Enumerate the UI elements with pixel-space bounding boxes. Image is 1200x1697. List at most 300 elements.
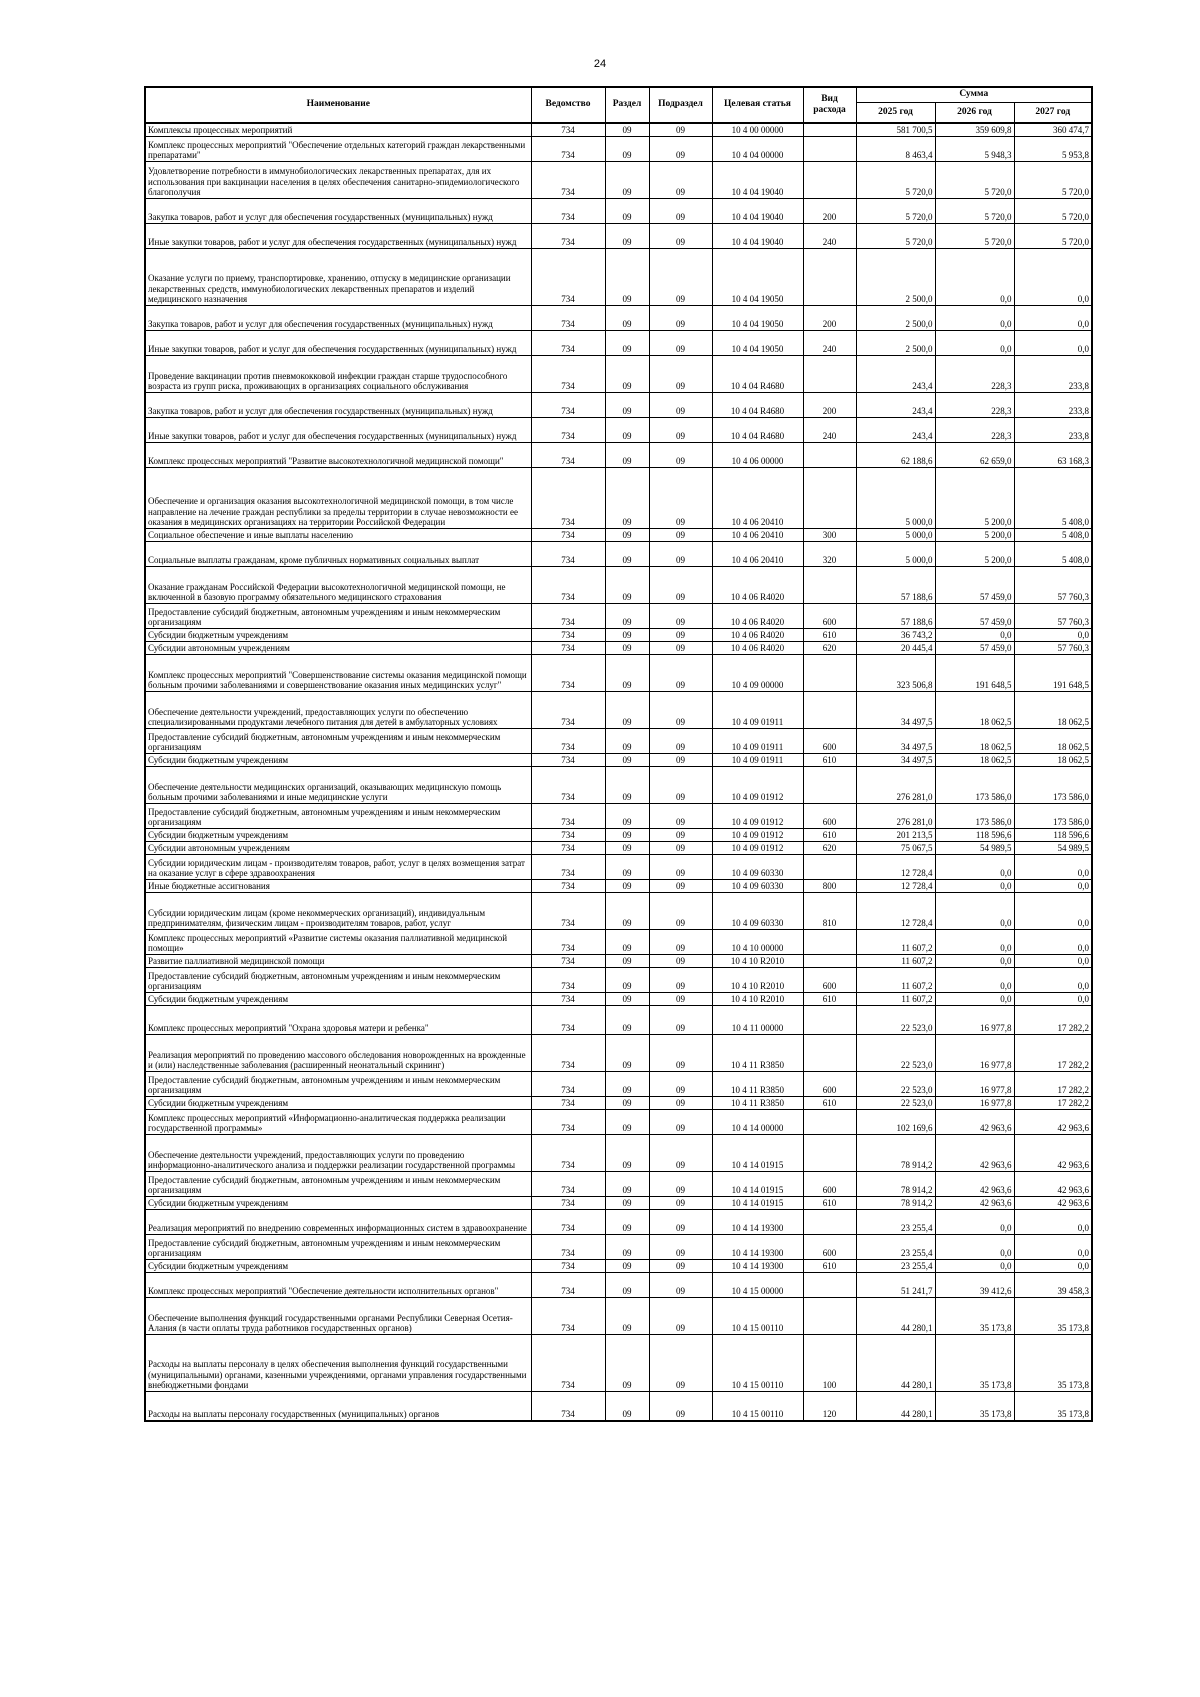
cell-subsection: 09 <box>649 529 712 542</box>
cell-section: 09 <box>605 893 649 930</box>
cell-target-article: 10 4 11 R3850 <box>712 1097 803 1110</box>
cell-expense-type: 200 <box>803 393 856 418</box>
cell-year-2025: 5 720,0 <box>856 224 935 249</box>
cell-section: 09 <box>605 249 649 306</box>
cell-target-article: 10 4 15 00110 <box>712 1392 803 1422</box>
table-row <box>145 604 1092 629</box>
cell-target-article: 10 4 15 00000 <box>712 1273 803 1298</box>
cell-year-2026: 57 459,0 <box>935 642 1014 655</box>
cell-year-2025: 44 280,1 <box>856 1298 935 1335</box>
cell-name: Реализация мероприятий по внедрению современных информационных систем в здравоохранение <box>145 1210 531 1235</box>
cell-year-2026: 0,0 <box>935 306 1014 331</box>
cell-subsection: 09 <box>649 754 712 767</box>
cell-name: Субсидии бюджетным учреждениям <box>145 629 531 642</box>
cell-section: 09 <box>605 993 649 1006</box>
cell-department: 734 <box>531 356 605 393</box>
cell-expense-type: 620 <box>803 842 856 855</box>
cell-year-2027: 0,0 <box>1014 331 1092 356</box>
cell-subsection: 09 <box>649 1006 712 1035</box>
cell-section: 09 <box>605 1197 649 1210</box>
cell-department: 734 <box>531 692 605 729</box>
header-subsection: Подраздел <box>649 87 712 123</box>
table-row <box>145 804 1092 829</box>
cell-section: 09 <box>605 804 649 829</box>
table-row <box>145 629 1092 642</box>
cell-year-2025: 78 914,2 <box>856 1135 935 1172</box>
cell-section: 09 <box>605 393 649 418</box>
table-row <box>145 893 1092 930</box>
cell-section: 09 <box>605 443 649 468</box>
cell-name: Комплекс процессных мероприятий "Охрана здоровья матери и ребенка" <box>145 1006 531 1035</box>
cell-year-2026: 42 963,6 <box>935 1172 1014 1197</box>
cell-expense-type: 600 <box>803 804 856 829</box>
header-year-2025: 2025 год <box>856 103 935 124</box>
cell-expense-type <box>803 955 856 968</box>
cell-section: 09 <box>605 692 649 729</box>
cell-name: Развитие паллиативной медицинской помощи <box>145 955 531 968</box>
cell-target-article: 10 4 06 20410 <box>712 542 803 567</box>
header-year-2027: 2027 год <box>1014 103 1092 124</box>
cell-year-2026: 0,0 <box>935 1260 1014 1273</box>
cell-name: Комплексы процессных мероприятий <box>145 123 531 137</box>
cell-year-2026: 5 200,0 <box>935 529 1014 542</box>
cell-year-2026: 42 963,6 <box>935 1197 1014 1210</box>
cell-year-2026: 39 412,6 <box>935 1273 1014 1298</box>
cell-year-2027: 17 282,2 <box>1014 1097 1092 1110</box>
cell-department: 734 <box>531 162 605 199</box>
cell-department: 734 <box>531 418 605 443</box>
cell-expense-type: 610 <box>803 829 856 842</box>
table-body <box>145 123 1092 1421</box>
cell-expense-type: 300 <box>803 529 856 542</box>
cell-year-2027: 18 062,5 <box>1014 729 1092 754</box>
cell-name: Закупка товаров, работ и услуг для обеспечения государственных (муниципальных) нужд <box>145 306 531 331</box>
cell-year-2027: 0,0 <box>1014 1235 1092 1260</box>
header-target-article: Целевая статья <box>712 87 803 123</box>
cell-section: 09 <box>605 842 649 855</box>
cell-name: Социальные выплаты гражданам, кроме публичных нормативных социальных выплат <box>145 542 531 567</box>
cell-name: Иные бюджетные ассигнования <box>145 880 531 893</box>
table-row <box>145 1392 1092 1422</box>
cell-year-2027: 233,8 <box>1014 418 1092 443</box>
cell-year-2026: 0,0 <box>935 249 1014 306</box>
cell-department: 734 <box>531 306 605 331</box>
cell-year-2027: 5 720,0 <box>1014 199 1092 224</box>
cell-section: 09 <box>605 306 649 331</box>
cell-year-2026: 16 977,8 <box>935 1006 1014 1035</box>
cell-name: Предоставление субсидий бюджетным, автономным учреждениям и иным некоммерческим организациям <box>145 804 531 829</box>
cell-expense-type <box>803 1298 856 1335</box>
header-year-2026: 2026 год <box>935 103 1014 124</box>
cell-subsection: 09 <box>649 880 712 893</box>
cell-section: 09 <box>605 1260 649 1273</box>
cell-year-2026: 62 659,0 <box>935 443 1014 468</box>
cell-subsection: 09 <box>649 655 712 692</box>
cell-name: Субсидии бюджетным учреждениям <box>145 1097 531 1110</box>
cell-department: 734 <box>531 1135 605 1172</box>
cell-year-2026: 173 586,0 <box>935 767 1014 804</box>
cell-section: 09 <box>605 754 649 767</box>
cell-expense-type: 200 <box>803 306 856 331</box>
table-row <box>145 855 1092 880</box>
cell-name: Субсидии автономным учреждениям <box>145 842 531 855</box>
cell-year-2025: 75 067,5 <box>856 842 935 855</box>
cell-target-article: 10 4 09 60330 <box>712 893 803 930</box>
cell-year-2026: 228,3 <box>935 356 1014 393</box>
cell-expense-type <box>803 692 856 729</box>
cell-subsection: 09 <box>649 1072 712 1097</box>
cell-expense-type: 120 <box>803 1392 856 1422</box>
cell-year-2025: 44 280,1 <box>856 1392 935 1422</box>
cell-department: 734 <box>531 1172 605 1197</box>
cell-name: Комплекс процессных мероприятий "Развитие высокотехнологичной медицинской помощи" <box>145 443 531 468</box>
cell-department: 734 <box>531 123 605 137</box>
cell-subsection: 09 <box>649 642 712 655</box>
cell-year-2025: 11 607,2 <box>856 930 935 955</box>
cell-target-article: 10 4 04 19040 <box>712 162 803 199</box>
cell-year-2027: 57 760,3 <box>1014 567 1092 604</box>
cell-year-2026: 5 948,3 <box>935 137 1014 162</box>
cell-subsection: 09 <box>649 692 712 729</box>
cell-section: 09 <box>605 331 649 356</box>
cell-year-2025: 5 720,0 <box>856 162 935 199</box>
cell-year-2027: 57 760,3 <box>1014 604 1092 629</box>
cell-year-2027: 5 408,0 <box>1014 542 1092 567</box>
header-section: Раздел <box>605 87 649 123</box>
cell-department: 734 <box>531 804 605 829</box>
cell-year-2026: 228,3 <box>935 418 1014 443</box>
cell-year-2025: 243,4 <box>856 393 935 418</box>
cell-subsection: 09 <box>649 542 712 567</box>
cell-subsection: 09 <box>649 767 712 804</box>
cell-year-2025: 323 506,8 <box>856 655 935 692</box>
cell-name: Иные закупки товаров, работ и услуг для обеспечения государственных (муниципальных) нужд <box>145 418 531 443</box>
cell-year-2025: 34 497,5 <box>856 729 935 754</box>
cell-department: 734 <box>531 968 605 993</box>
cell-subsection: 09 <box>649 1260 712 1273</box>
cell-year-2027: 54 989,5 <box>1014 842 1092 855</box>
cell-year-2025: 62 188,6 <box>856 443 935 468</box>
cell-year-2027: 5 720,0 <box>1014 162 1092 199</box>
cell-expense-type <box>803 1006 856 1035</box>
table-row <box>145 137 1092 162</box>
cell-department: 734 <box>531 855 605 880</box>
cell-year-2027: 35 173,8 <box>1014 1335 1092 1392</box>
cell-year-2027: 42 963,6 <box>1014 1135 1092 1172</box>
cell-name: Субсидии юридическим лицам (кроме некоммерческих организаций), индивидуальным предпринимателям, физическим лицам - производителям товаров, работ, услуг <box>145 893 531 930</box>
cell-department: 734 <box>531 993 605 1006</box>
table-row <box>145 1260 1092 1273</box>
cell-department: 734 <box>531 829 605 842</box>
cell-section: 09 <box>605 1335 649 1392</box>
cell-subsection: 09 <box>649 123 712 137</box>
cell-expense-type: 600 <box>803 729 856 754</box>
cell-year-2027: 17 282,2 <box>1014 1035 1092 1072</box>
cell-year-2025: 57 188,6 <box>856 604 935 629</box>
cell-year-2027: 18 062,5 <box>1014 754 1092 767</box>
cell-subsection: 09 <box>649 393 712 418</box>
cell-expense-type: 600 <box>803 1172 856 1197</box>
cell-year-2026: 42 963,6 <box>935 1135 1014 1172</box>
cell-expense-type <box>803 567 856 604</box>
cell-year-2025: 22 523,0 <box>856 1006 935 1035</box>
cell-subsection: 09 <box>649 468 712 529</box>
cell-expense-type: 240 <box>803 331 856 356</box>
cell-target-article: 10 4 06 R4020 <box>712 629 803 642</box>
cell-year-2027: 0,0 <box>1014 1260 1092 1273</box>
cell-expense-type: 610 <box>803 1197 856 1210</box>
cell-section: 09 <box>605 1035 649 1072</box>
cell-department: 734 <box>531 655 605 692</box>
cell-year-2026: 18 062,5 <box>935 754 1014 767</box>
cell-expense-type: 600 <box>803 604 856 629</box>
cell-target-article: 10 4 09 01912 <box>712 804 803 829</box>
header-expense-type: Вид расхода <box>803 87 856 123</box>
cell-subsection: 09 <box>649 829 712 842</box>
table-row <box>145 767 1092 804</box>
cell-year-2027: 5 408,0 <box>1014 529 1092 542</box>
cell-section: 09 <box>605 137 649 162</box>
table-row <box>145 224 1092 249</box>
cell-year-2025: 34 497,5 <box>856 754 935 767</box>
cell-year-2026: 5 200,0 <box>935 468 1014 529</box>
cell-year-2025: 581 700,5 <box>856 123 935 137</box>
cell-year-2026: 57 459,0 <box>935 567 1014 604</box>
cell-subsection: 09 <box>649 224 712 249</box>
cell-expense-type <box>803 443 856 468</box>
cell-expense-type <box>803 137 856 162</box>
cell-year-2027: 360 474,7 <box>1014 123 1092 137</box>
cell-expense-type <box>803 1135 856 1172</box>
table-row <box>145 642 1092 655</box>
cell-section: 09 <box>605 567 649 604</box>
cell-department: 734 <box>531 754 605 767</box>
cell-target-article: 10 4 04 19050 <box>712 331 803 356</box>
cell-expense-type: 800 <box>803 880 856 893</box>
cell-year-2025: 2 500,0 <box>856 306 935 331</box>
table-row <box>145 529 1092 542</box>
cell-expense-type <box>803 162 856 199</box>
cell-year-2025: 5 000,0 <box>856 542 935 567</box>
table-row <box>145 443 1092 468</box>
cell-year-2026: 118 596,6 <box>935 829 1014 842</box>
cell-expense-type <box>803 123 856 137</box>
cell-target-article: 10 4 06 00000 <box>712 443 803 468</box>
cell-year-2026: 0,0 <box>935 880 1014 893</box>
cell-department: 734 <box>531 567 605 604</box>
cell-year-2025: 5 000,0 <box>856 529 935 542</box>
cell-subsection: 09 <box>649 1135 712 1172</box>
cell-expense-type <box>803 1110 856 1135</box>
cell-expense-type <box>803 468 856 529</box>
cell-department: 734 <box>531 604 605 629</box>
cell-year-2026: 0,0 <box>935 930 1014 955</box>
cell-section: 09 <box>605 1210 649 1235</box>
cell-department: 734 <box>531 1110 605 1135</box>
table-row <box>145 880 1092 893</box>
cell-year-2025: 23 255,4 <box>856 1210 935 1235</box>
cell-target-article: 10 4 14 01915 <box>712 1172 803 1197</box>
cell-year-2025: 78 914,2 <box>856 1172 935 1197</box>
cell-subsection: 09 <box>649 137 712 162</box>
cell-department: 734 <box>531 1006 605 1035</box>
cell-year-2026: 228,3 <box>935 393 1014 418</box>
cell-name: Обеспечение деятельности учреждений, предоставляющих услуги по обеспечению специализированными продуктами лечебного питания для детей в амбулаторных условиях <box>145 692 531 729</box>
cell-department: 734 <box>531 1097 605 1110</box>
cell-year-2027: 35 173,8 <box>1014 1392 1092 1422</box>
cell-year-2025: 243,4 <box>856 356 935 393</box>
cell-name: Предоставление субсидий бюджетным, автономным учреждениям и иным некоммерческим организациям <box>145 604 531 629</box>
cell-name: Предоставление субсидий бюджетным, автономным учреждениям и иным некоммерческим организациям <box>145 729 531 754</box>
cell-year-2025: 23 255,4 <box>856 1235 935 1260</box>
cell-name: Комплекс процессных мероприятий "Обеспечение отдельных категорий граждан лекарственными препаратами" <box>145 137 531 162</box>
cell-department: 734 <box>531 642 605 655</box>
cell-expense-type: 240 <box>803 418 856 443</box>
cell-name: Социальное обеспечение и иные выплаты населению <box>145 529 531 542</box>
cell-department: 734 <box>531 955 605 968</box>
cell-subsection: 09 <box>649 1392 712 1422</box>
cell-section: 09 <box>605 829 649 842</box>
cell-section: 09 <box>605 655 649 692</box>
cell-name: Проведение вакцинации против пневмококковой инфекции граждан старше трудоспособного возраста из групп риска, проживающих в организациях социального обслуживания <box>145 356 531 393</box>
cell-section: 09 <box>605 955 649 968</box>
cell-department: 734 <box>531 1335 605 1392</box>
cell-target-article: 10 4 00 00000 <box>712 123 803 137</box>
cell-name: Субсидии бюджетным учреждениям <box>145 993 531 1006</box>
cell-expense-type <box>803 356 856 393</box>
cell-subsection: 09 <box>649 249 712 306</box>
cell-section: 09 <box>605 1006 649 1035</box>
cell-expense-type: 320 <box>803 542 856 567</box>
cell-expense-type <box>803 930 856 955</box>
cell-target-article: 10 4 10 R2010 <box>712 955 803 968</box>
cell-subsection: 09 <box>649 162 712 199</box>
cell-department: 734 <box>531 930 605 955</box>
cell-expense-type: 100 <box>803 1335 856 1392</box>
cell-year-2027: 0,0 <box>1014 629 1092 642</box>
cell-section: 09 <box>605 1298 649 1335</box>
cell-year-2025: 12 728,4 <box>856 880 935 893</box>
cell-name: Субсидии автономным учреждениям <box>145 642 531 655</box>
cell-department: 734 <box>531 629 605 642</box>
cell-subsection: 09 <box>649 1298 712 1335</box>
cell-subsection: 09 <box>649 930 712 955</box>
cell-name: Предоставление субсидий бюджетным, автономным учреждениям и иным некоммерческим организациям <box>145 968 531 993</box>
cell-subsection: 09 <box>649 306 712 331</box>
cell-year-2027: 17 282,2 <box>1014 1072 1092 1097</box>
cell-name: Комплекс процессных мероприятий "Обеспечение деятельности исполнительных органов" <box>145 1273 531 1298</box>
cell-target-article: 10 4 11 R3850 <box>712 1072 803 1097</box>
cell-name: Обеспечение выполнения функций государственными органами Республики Северная Осетия-Алания (в части оплаты труда работников государственных органов) <box>145 1298 531 1335</box>
table-row <box>145 754 1092 767</box>
cell-subsection: 09 <box>649 1035 712 1072</box>
cell-target-article: 10 4 04 R4680 <box>712 418 803 443</box>
cell-year-2025: 102 169,6 <box>856 1110 935 1135</box>
table-row <box>145 1097 1092 1110</box>
cell-department: 734 <box>531 1235 605 1260</box>
cell-name: Иные закупки товаров, работ и услуг для обеспечения государственных (муниципальных) нужд <box>145 331 531 356</box>
cell-subsection: 09 <box>649 604 712 629</box>
cell-year-2025: 11 607,2 <box>856 955 935 968</box>
cell-section: 09 <box>605 1235 649 1260</box>
cell-section: 09 <box>605 224 649 249</box>
cell-subsection: 09 <box>649 418 712 443</box>
cell-target-article: 10 4 04 00000 <box>712 137 803 162</box>
cell-year-2027: 42 963,6 <box>1014 1110 1092 1135</box>
table-row <box>145 1172 1092 1197</box>
table-row <box>145 1135 1092 1172</box>
cell-year-2026: 0,0 <box>935 893 1014 930</box>
cell-target-article: 10 4 06 R4020 <box>712 604 803 629</box>
cell-section: 09 <box>605 123 649 137</box>
cell-target-article: 10 4 04 19040 <box>712 199 803 224</box>
cell-year-2027: 0,0 <box>1014 1210 1092 1235</box>
cell-expense-type <box>803 1273 856 1298</box>
cell-name: Оказание услуги по приему, транспортировке, хранению, отпуску в медицинские организации лекарственных средств, иммунобиологических лекарственных препаратов и изделий медицинского назначения <box>145 249 531 306</box>
cell-target-article: 10 4 06 R4020 <box>712 567 803 604</box>
cell-section: 09 <box>605 968 649 993</box>
cell-section: 09 <box>605 1135 649 1172</box>
cell-name: Обеспечение деятельности учреждений, предоставляющих услуги по проведению информационно-аналитического анализа и поддержки реализации государственной программы <box>145 1135 531 1172</box>
cell-year-2027: 0,0 <box>1014 993 1092 1006</box>
cell-subsection: 09 <box>649 1335 712 1392</box>
cell-name: Реализация мероприятий по проведению массового обследования новорожденных на врожденные и (или) наследственные заболевания (расширенный неонатальный скрининг) <box>145 1035 531 1072</box>
cell-name: Иные закупки товаров, работ и услуг для обеспечения государственных (муниципальных) нужд <box>145 224 531 249</box>
cell-year-2027: 233,8 <box>1014 356 1092 393</box>
cell-year-2025: 57 188,6 <box>856 567 935 604</box>
cell-year-2027: 0,0 <box>1014 855 1092 880</box>
cell-expense-type: 610 <box>803 629 856 642</box>
cell-year-2027: 39 458,3 <box>1014 1273 1092 1298</box>
header-sum: Сумма <box>856 87 1092 103</box>
cell-year-2025: 8 463,4 <box>856 137 935 162</box>
cell-name: Удовлетворение потребности в иммунобиологических лекарственных препаратах, для их использования при вакцинации населения в целях обеспечения санитарно-эпидемиологического благополучия <box>145 162 531 199</box>
table-row <box>145 249 1092 306</box>
cell-subsection: 09 <box>649 629 712 642</box>
cell-year-2027: 0,0 <box>1014 955 1092 968</box>
cell-target-article: 10 4 14 01915 <box>712 1197 803 1210</box>
cell-year-2027: 42 963,6 <box>1014 1172 1092 1197</box>
cell-name: Обеспечение и организация оказания высокотехнологичной медицинской помощи, в том числе направление на лечение граждан республики за пределы территории в случае невозможности ее оказания в медицинских организациях на территории Российской Федерации <box>145 468 531 529</box>
cell-section: 09 <box>605 855 649 880</box>
cell-expense-type: 620 <box>803 642 856 655</box>
cell-name: Закупка товаров, работ и услуг для обеспечения государственных (муниципальных) нужд <box>145 199 531 224</box>
table-row <box>145 1210 1092 1235</box>
table-row <box>145 542 1092 567</box>
cell-year-2026: 57 459,0 <box>935 604 1014 629</box>
table-row <box>145 829 1092 842</box>
cell-target-article: 10 4 04 19040 <box>712 224 803 249</box>
cell-department: 734 <box>531 1392 605 1422</box>
cell-year-2026: 18 062,5 <box>935 729 1014 754</box>
table-row <box>145 993 1092 1006</box>
cell-year-2026: 16 977,8 <box>935 1035 1014 1072</box>
cell-target-article: 10 4 04 R4680 <box>712 393 803 418</box>
cell-year-2025: 22 523,0 <box>856 1072 935 1097</box>
cell-expense-type: 610 <box>803 1260 856 1273</box>
cell-target-article: 10 4 14 19300 <box>712 1260 803 1273</box>
cell-department: 734 <box>531 1210 605 1235</box>
header-department: Ведомство <box>531 87 605 123</box>
cell-subsection: 09 <box>649 855 712 880</box>
cell-name: Субсидии бюджетным учреждениям <box>145 1260 531 1273</box>
cell-year-2025: 20 445,4 <box>856 642 935 655</box>
cell-section: 09 <box>605 199 649 224</box>
cell-year-2027: 0,0 <box>1014 893 1092 930</box>
cell-target-article: 10 4 06 20410 <box>712 468 803 529</box>
cell-subsection: 09 <box>649 968 712 993</box>
cell-department: 734 <box>531 1298 605 1335</box>
